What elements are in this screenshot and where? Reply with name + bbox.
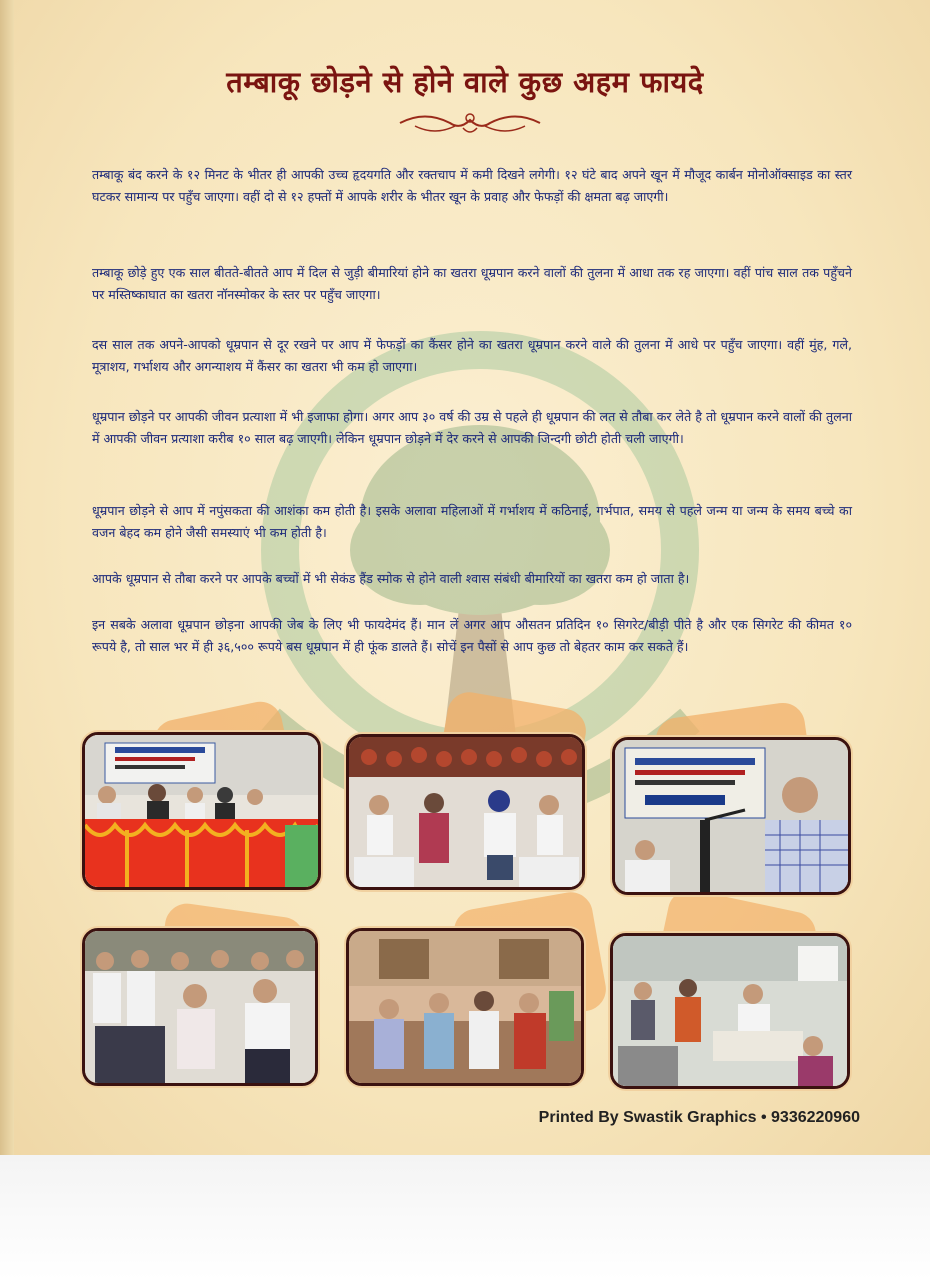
page-title: तम्बाकू छोड़ने से होने वाले कुछ अहम फायदे: [226, 65, 704, 99]
photo-dais-meeting: [82, 732, 321, 890]
page-margin: [0, 1155, 930, 1280]
paragraph-3: दस साल तक अपने-आपको धूम्रपान से दूर रखने पर आप में फेफड़ों का कैंसर होने का खतरा धूम्रपान करने वाले की तुलना में आधे पर पहुँच जाएगा। वहीं मुंह, गले, मूत्राशय, गर्भाशय और अगन्याशय में कैंसर का खतरा भी कम हो जाएगा।: [92, 337, 852, 374]
page-edge: [0, 0, 14, 1155]
paragraph-5: धूम्रपान छोड़ने से आप में नपुंसकता की आशंका कम होती है। इसके अलावा महिलाओं में गर्भाशय में कठिनाई, गर्भपात, समय से पहले जन्म या जन्म के समय बच्चे का वजन बेहद कम होने जैसी समस्याएं भी कम होती है।: [92, 503, 852, 540]
photo-medical-camp: [610, 933, 850, 1089]
paragraph-1: तम्बाकू बंद करने के १२ मिनट के भीतर ही आपकी उच्च हृदयगति और रक्तचाप में कमी दिखने लगेगी। १२ घंटे बाद अपने खून में मौजूद कार्बन मोनोऑक्साइड का स्तर घटकर सामान्य पर पहुँच जाएगा। वहीं दो से १२ हफ्तों में आपके शरीर के भीतर खून के प्रवाह और फेफड़ों की क्षमता बढ़ जाएगी।: [92, 167, 852, 204]
photo-audience-front-row: [82, 928, 318, 1086]
decorative-flourish-icon: [395, 108, 545, 138]
printer-credit: Printed By Swastik Graphics • 9336220960: [538, 1109, 860, 1126]
photo-audience-crowd: [346, 734, 585, 890]
paragraph-7: इन सबके अलावा धूम्रपान छोड़ना आपकी जेब के लिए भी फायदेमंद हैं। मान लें अगर आप औसतन प्रतिदिन १० सिगरेट/बीड़ी पीते है और एक सिगरेट की कीमत १० रूपये है, तो साल भर में ही ३६,५०० रूपये बस धूम्रपान में ही फूंक डालते हैं। सोचें इन पैसों से आप कुछ तो बेहतर काम कर सकते हैं।: [92, 617, 852, 654]
paragraph-4: धूम्रपान छोड़ने पर आपकी जीवन प्रत्याशा में भी इजाफा होगा। अगर आप ३० वर्ष की उम्र से पहले ही धूम्रपान की लत से तौबा कर लेते है तो धूम्रपान करने वालों की तुलना में आपकी जीवन प्रत्याशा करीब १० साल बढ़ जाएगी। लेकिन धूम्रपान छोड़ने में देर करने से आपकी जिन्दगी छोटी होती चली जाएगी।: [92, 409, 852, 446]
paragraph-6: आपके धूम्रपान से तौबा करने पर आपके बच्चों में भी सेकंड हैंड स्मोक से होने वाली श्वास संबंधी बीमारियों का खतरा कम हो जाता है।: [92, 571, 690, 586]
photo-speaker-podium: [612, 737, 851, 895]
photo-standing-group: [346, 928, 584, 1086]
paragraph-2: तम्बाकू छोड़े हुए एक साल बीतते-बीतते आप में दिल से जुड़ी बीमारियां होने का खतरा धूम्रपान करने वालों की तुलना में आधा तक रह जाएगा। वहीं पांच साल तक पहुँचने पर मस्तिष्काघात का खतरा नॉनस्मोकर के स्तर पर पहुँच जाएगा।: [92, 265, 852, 302]
